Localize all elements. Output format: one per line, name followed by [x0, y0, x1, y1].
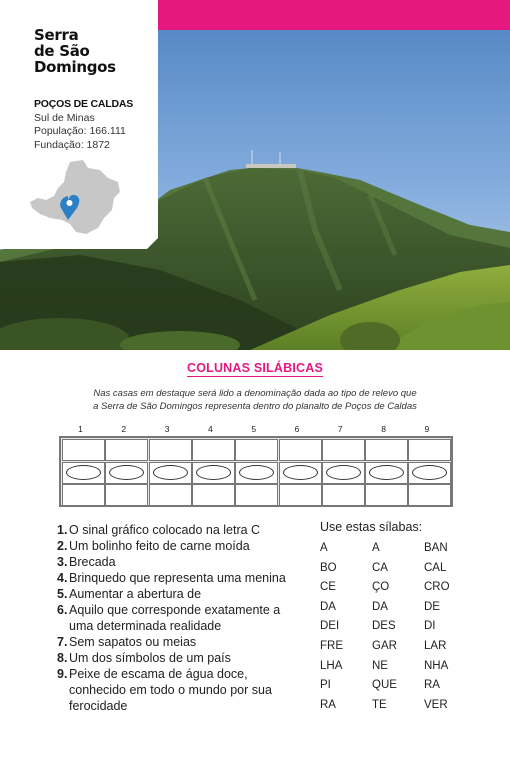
clue-text: Brecada	[69, 555, 116, 569]
grid-cell[interactable]	[149, 484, 192, 506]
clue-text: Peixe de escama de água doce, conhecido em todo o mundo por sua ferocidade	[69, 667, 272, 713]
highlighted-cell[interactable]	[105, 462, 148, 484]
clue-number: 1.	[57, 523, 68, 537]
instruction-line: a Serra de São Domingos representa dentro do planalto de Poços de Caldas	[93, 401, 417, 412]
syllable: FRE	[320, 640, 343, 652]
syllable: CA	[372, 561, 388, 574]
clue-list	[57, 522, 307, 714]
syllable: LHA	[320, 659, 343, 672]
clue-text: Um bolinho feito de carne moída	[69, 539, 250, 553]
highlight-oval	[66, 465, 101, 480]
column-number: 6	[294, 424, 300, 434]
highlight-oval	[239, 465, 274, 480]
grid-cell[interactable]	[408, 439, 451, 461]
clue-item	[57, 666, 307, 714]
column-number: 2	[121, 424, 127, 434]
clue-text: Sem sapatos ou meias	[69, 635, 197, 649]
highlighted-cell[interactable]	[62, 462, 105, 484]
clue-text: Brinquedo que representa uma menina	[69, 571, 286, 585]
clue-item	[57, 554, 307, 570]
grid-cell[interactable]	[192, 439, 235, 461]
clue-number: 8.	[57, 651, 68, 665]
column-number: 8	[381, 424, 386, 434]
section-title-text: COLUNAS SILÁBICAS	[186, 361, 324, 375]
syllable: DE	[424, 600, 440, 613]
highlighted-cell[interactable]	[149, 462, 192, 484]
grid-cell[interactable]	[62, 439, 105, 461]
card-title-line: de São	[34, 42, 90, 60]
highlight-oval	[326, 465, 361, 480]
syllable: CRO	[424, 581, 450, 594]
clue-item	[57, 602, 307, 634]
syllable: PI	[320, 679, 331, 692]
grid-cell[interactable]	[149, 439, 192, 461]
column-number: 3	[164, 424, 170, 434]
highlight-oval	[153, 465, 188, 480]
highlight-oval	[369, 465, 404, 480]
syllable: DA	[320, 600, 336, 613]
grid-cell[interactable]	[62, 484, 105, 506]
column-number: 4	[208, 424, 213, 434]
card-title-line: Serra	[34, 26, 79, 44]
syllable: NE	[372, 659, 388, 672]
city-info	[34, 98, 133, 152]
syllable: RA	[424, 679, 440, 692]
grid-cell[interactable]	[322, 439, 365, 461]
clue-number: 7.	[57, 635, 68, 649]
syllable: GAR	[372, 640, 397, 652]
syllable: TE	[372, 698, 387, 711]
founding-text: Fundação: 1872	[34, 138, 110, 151]
syllable: NHA	[424, 659, 449, 672]
syllable: ÇO	[372, 581, 390, 594]
syllable: BO	[320, 561, 337, 574]
syllable: DI	[424, 620, 436, 633]
clue-number: 5.	[57, 587, 68, 601]
syllable: DA	[372, 600, 388, 613]
syllable: VER	[424, 698, 448, 711]
syllable: CAL	[424, 561, 447, 574]
column-number: 9	[424, 424, 430, 434]
grid-cell[interactable]	[235, 484, 278, 506]
card-title-line: Domingos	[34, 58, 116, 76]
column-number: 1	[78, 424, 83, 434]
clue-number: 3.	[57, 555, 68, 569]
instruction-line: Nas casas em destaque será lido a denominação dada ao tipo de relevo que	[93, 388, 417, 399]
syllable: QUE	[372, 679, 397, 692]
column-numbers	[59, 424, 453, 436]
clue-item	[57, 538, 307, 554]
column-number: 5	[251, 424, 257, 434]
syllable: RA	[320, 698, 336, 711]
highlighted-cell[interactable]	[408, 462, 451, 484]
clue-text: Um dos símbolos de um país	[69, 651, 231, 665]
grid-cell[interactable]	[235, 439, 278, 461]
syllable: LAR	[424, 640, 447, 652]
clue-item	[57, 634, 307, 650]
city-name: POÇOS DE CALDAS	[34, 98, 134, 110]
clue-text: O sinal gráfico colocado na letra C	[69, 523, 261, 537]
clue-item	[57, 570, 307, 586]
region-text: Sul de Minas	[34, 111, 95, 124]
highlight-oval	[109, 465, 144, 480]
highlighted-cell[interactable]	[279, 462, 322, 484]
clue-number: 4.	[57, 571, 68, 585]
highlight-oval	[196, 465, 231, 480]
accent-bar	[157, 0, 510, 30]
syllable: DES	[372, 620, 396, 633]
grid-cell[interactable]	[279, 439, 322, 461]
grid-cell[interactable]	[105, 439, 148, 461]
syllable: A	[320, 542, 328, 554]
syllables-title: Use estas sílabas:	[320, 520, 423, 534]
clue-text: Aumentar a abertura de	[69, 587, 202, 601]
grid-cell[interactable]	[322, 484, 365, 506]
grid-cell[interactable]	[408, 484, 451, 506]
card-title	[34, 27, 116, 75]
grid-cell[interactable]	[365, 484, 408, 506]
instructions	[40, 387, 470, 413]
syllable: DEI	[320, 620, 340, 633]
highlighted-cell[interactable]	[192, 462, 235, 484]
highlighted-cell[interactable]	[365, 462, 408, 484]
column-number: 7	[337, 424, 343, 434]
highlighted-cell[interactable]	[235, 462, 278, 484]
grid-cell[interactable]	[365, 439, 408, 461]
minas-gerais-map	[28, 158, 123, 238]
population-text: População: 166.111	[34, 125, 126, 137]
section-title	[0, 361, 510, 375]
clue-number: 6.	[57, 603, 68, 617]
syllable-grid	[59, 436, 453, 507]
syllable: BAN	[424, 542, 448, 554]
grid-cell[interactable]	[279, 484, 322, 506]
highlight-oval	[412, 465, 447, 480]
clue-number: 9.	[57, 667, 68, 681]
info-card	[0, 0, 158, 249]
highlight-oval	[283, 465, 318, 480]
clue-number: 2.	[57, 539, 68, 553]
clue-item	[57, 586, 307, 602]
grid-cell[interactable]	[105, 484, 148, 506]
syllable: CE	[320, 581, 336, 594]
clue-item	[57, 650, 307, 666]
syllable: A	[372, 542, 380, 554]
highlighted-cell[interactable]	[322, 462, 365, 484]
grid-cell[interactable]	[192, 484, 235, 506]
clue-text: Aquilo que corresponde exatamente a uma determinada realidade	[69, 603, 281, 633]
clue-item	[57, 522, 307, 538]
